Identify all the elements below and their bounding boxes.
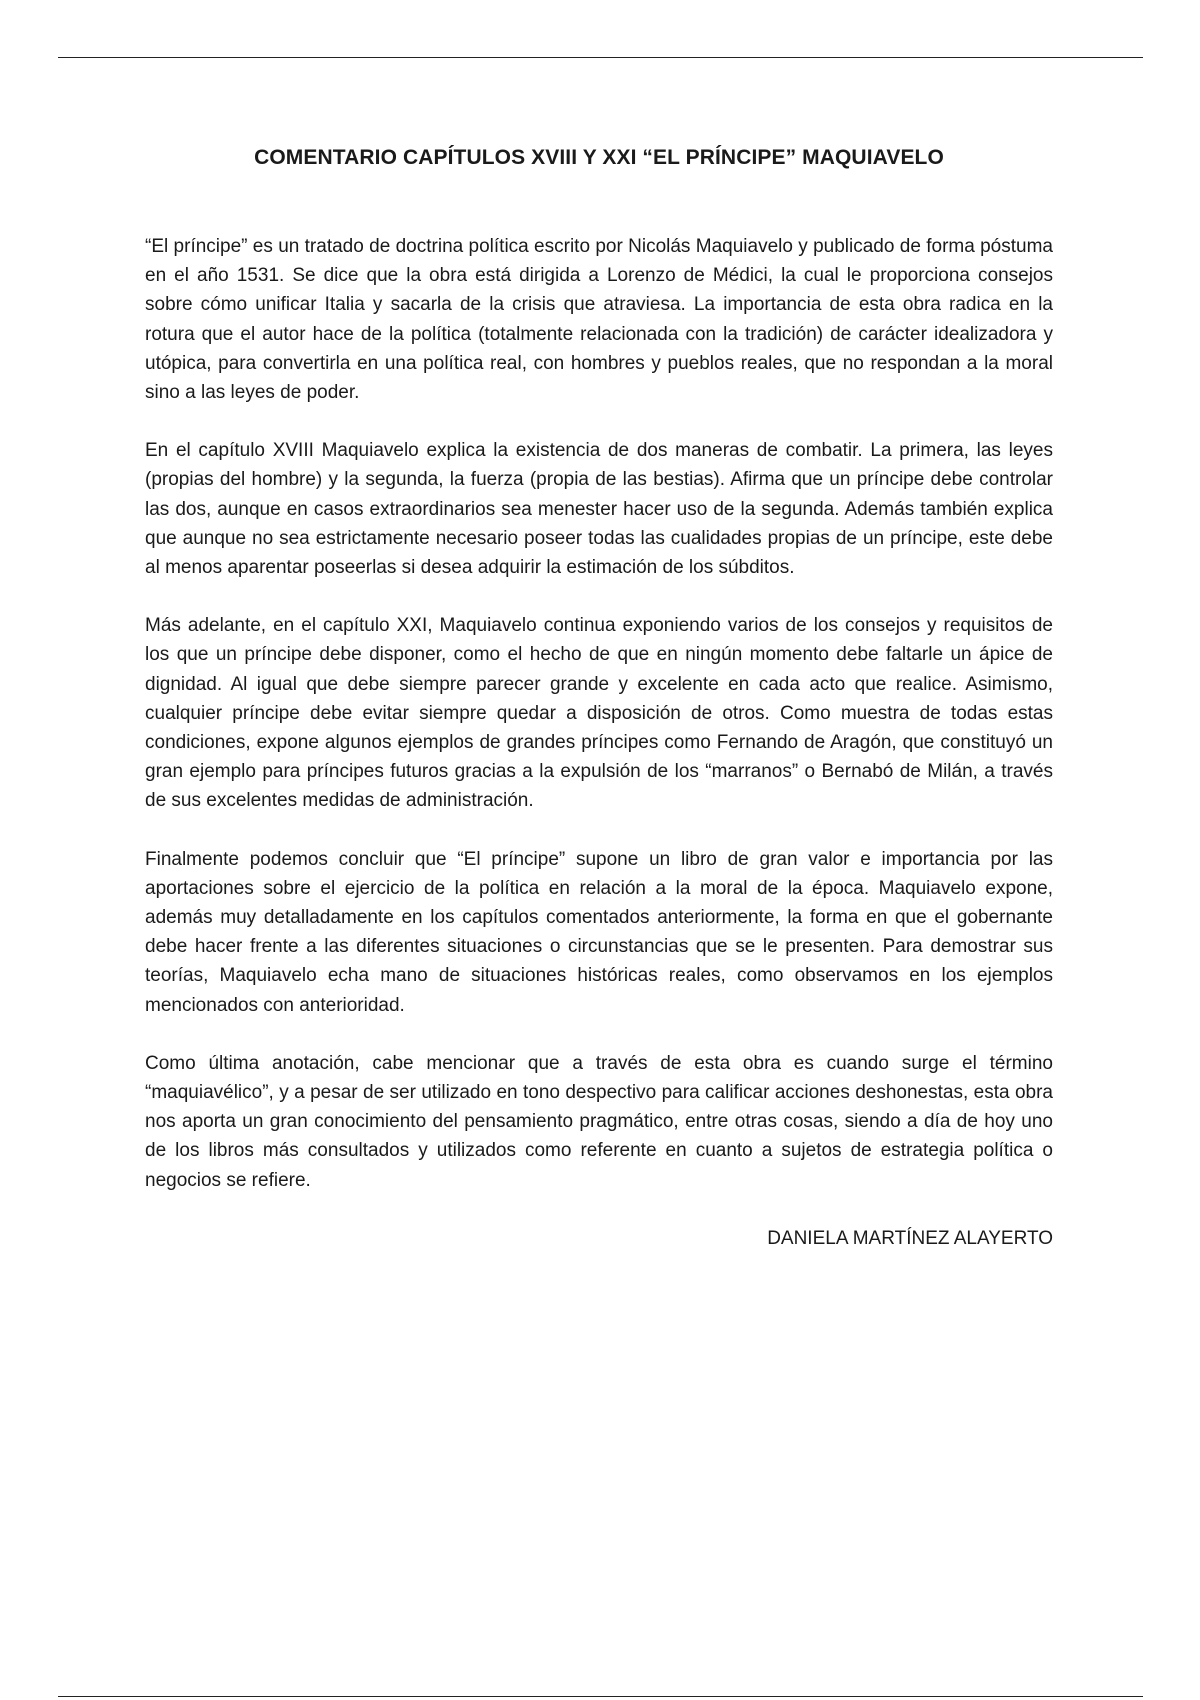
footer-rule: [58, 1696, 1143, 1697]
document-title: COMENTARIO CAPÍTULOS XVIII Y XXI “EL PRÍNCIPE” MAQUIAVELO: [254, 146, 944, 169]
paragraph-introduction: “El príncipe” es un tratado de doctrina política escrito por Nicolás Maquiavelo y publicado de forma póstuma en el año 1531. Se dice que la obra está dirigida a Lorenzo de Médici, la cual le proporciona consejos sobre cómo unificar Italia y sacarla de la crisis que atraviesa. La importancia de esta obra radica en la rotura que el autor hace de la política (totalmente relacionada con la tradición) de carácter idealizadora y utópica, para convertirla en una política real, con hombres y pueblos reales, que no respondan a la moral sino a las leyes de poder.: [145, 236, 1053, 404]
document-body: [145, 232, 1053, 1195]
paragraph-chapter-xxi: Más adelante, en el capítulo XXI, Maquiavelo continua exponiendo varios de los consejos y requisitos de los que un príncipe debe disponer, como el hecho de que en ningún momento debe faltarle un ápice de dignidad. Al igual que debe siempre parecer grande y excelente en cada acto que realice. Asimismo, cualquier príncipe debe evitar siempre quedar a disposición de otros. Como muestra de todas estas condiciones, expone algunos ejemplos de grandes príncipes como Fernando de Aragón, que constituyó un gran ejemplo para príncipes futuros gracias a la expulsión de los “marranos” o Bernabó de Milán, a través de sus excelentes medidas de administración.: [145, 615, 1053, 812]
paragraph-chapter-xviii: En el capítulo XVIII Maquiavelo explica la existencia de dos maneras de combatir. La primera, las leyes (propias del hombre) y la segunda, la fuerza (propia de las bestias). Afirma que un príncipe debe controlar las dos, aunque en casos extraordinarios sea menester hacer uso de la segunda. Además también explica que aunque no sea estrictamente necesario poseer todas las cualidades propias de un príncipe, este debe al menos aparentar poseerlas si desea adquirir la estimación de los súbditos.: [145, 440, 1053, 579]
author-signature: DANIELA MARTÍNEZ ALAYERTO: [767, 1227, 1053, 1249]
header-rule: [58, 57, 1143, 58]
document-page: [145, 140, 1053, 1253]
paragraph-conclusion: Finalmente podemos concluir que “El príncipe” supone un libro de gran valor e importancia por las aportaciones sobre el ejercicio de la política en relación a la moral de la época. Maquiavelo expone, además muy detalladamente en los capítulos comentados anteriormente, la forma en que el gobernante debe hacer frente a las diferentes situaciones o circunstancias que se le presenten. Para demostrar sus teorías, Maquiavelo echa mano de situaciones históricas reales, como observamos en los ejemplos mencionados con anterioridad.: [145, 848, 1053, 1016]
paragraph-final-note: Como última anotación, cabe mencionar que a través de esta obra es cuando surge el término “maquiavélico”, y a pesar de ser utilizado en tono despectivo para calificar acciones deshonestas, esta obra nos aporta un gran conocimiento del pensamiento pragmático, entre otras cosas, siendo a día de hoy uno de los libros más consultados y utilizados como referente en cuanto a sujetos de estrategia política o negocios se refiere.: [145, 1052, 1053, 1191]
